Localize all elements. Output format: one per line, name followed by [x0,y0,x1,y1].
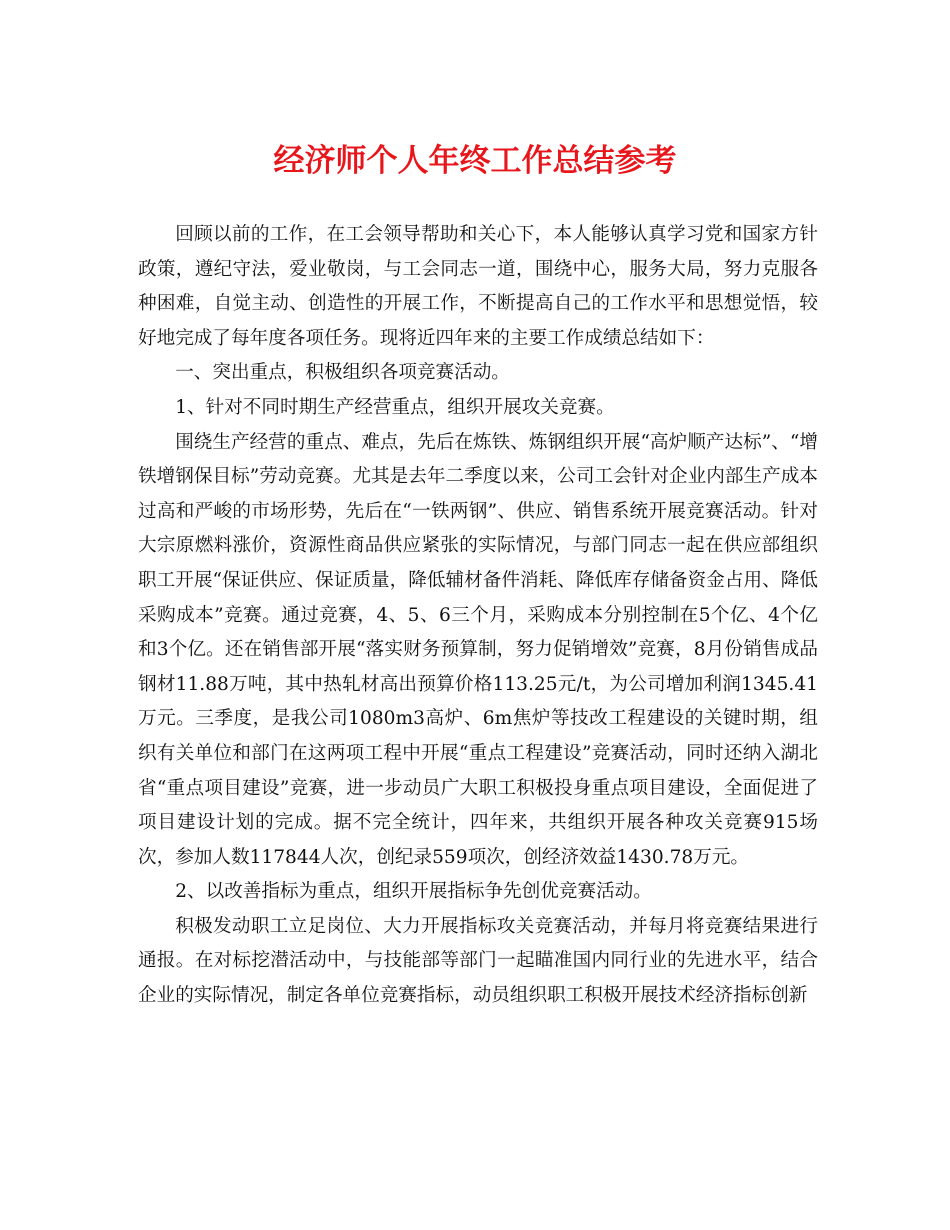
heading-subsection-1: 1、针对不同时期生产经营重点，组织开展攻关竞赛。 [175,396,615,418]
paragraph-competitions: 围绕生产经营的重点、难点，先后在炼铁、炼钢组织开展“高炉顺产达标”、“增铁增钢保目标”劳动竞赛。尤其是去年二季度以来，公司工会针对企业内部生产成本过高和严峻的市场形势，先后在“一铁两钢”、供应、销售系统开展竞赛活动。针对大宗原燃料涨价，资源性商品供应紧张的实际情况，与部门同志一起在供应部组织职工开展“保证供应、保证质量，降低辅材备件消耗、降低库存储备资金占用、降低采购成本”竞赛。通过竞赛，4、5、6三个月，采购成本分别控制在5个亿、4个亿和3个亿。还在销售部开展“落实财务预算制，努力促销增效”竞赛，8月份销售成品钢材11.88万吨，其中热轧材高出预算价格113.25元/t，为公司增加利润1345.41万元。三季度，是我公司1080m3高炉、6m焦炉等技改工程建设的关键时期，组织有关单位和部门在这两项工程中开展“重点工程建设”竞赛活动，同时还纳入湖北省“重点项目建设”竞赛，进一步动员广大职工积极投身重点项目建设，全面促进了项目建设计划的完成。据不完全统计，四年来，共组织开展各种攻关竞赛915场次，参加人数117844人次，创纪录559项次，创经济效益1430.78万元。 [138,431,818,868]
paragraph-intro: 回顾以前的工作，在工会领导帮助和关心下，本人能够认真学习党和国家方针政策，遵纪守法，爱业敬岗，与工会同志一道，围绕中心，服务大局，努力克服各种困难，自觉主动、创造性的开展工作，不断提高自己的工作水平和思想觉悟，较好地完成了每年度各项任务。现将近四年来的主要工作成绩总结如下： [138,224,818,349]
paragraph-indicators: 积极发动职工立足岗位、大力开展指标攻关竞赛活动，并每月将竞赛结果进行通报。在对标挖潜活动中，与技能部等部门一起瞄准国内同行业的先进水平，结合企业的实际情况，制定各单位竞赛指标，动员组织职工积极开展技术经济指标创新 [138,915,818,1007]
heading-section-1: 一、突出重点，积极组织各项竞赛活动。 [175,362,510,384]
document-body [138,218,818,1014]
document-title: 经济师个人年终工作总结参考 [273,143,677,179]
heading-subsection-2: 2、以改善指标为重点，组织开展指标争先创优竞赛活动。 [175,881,652,903]
